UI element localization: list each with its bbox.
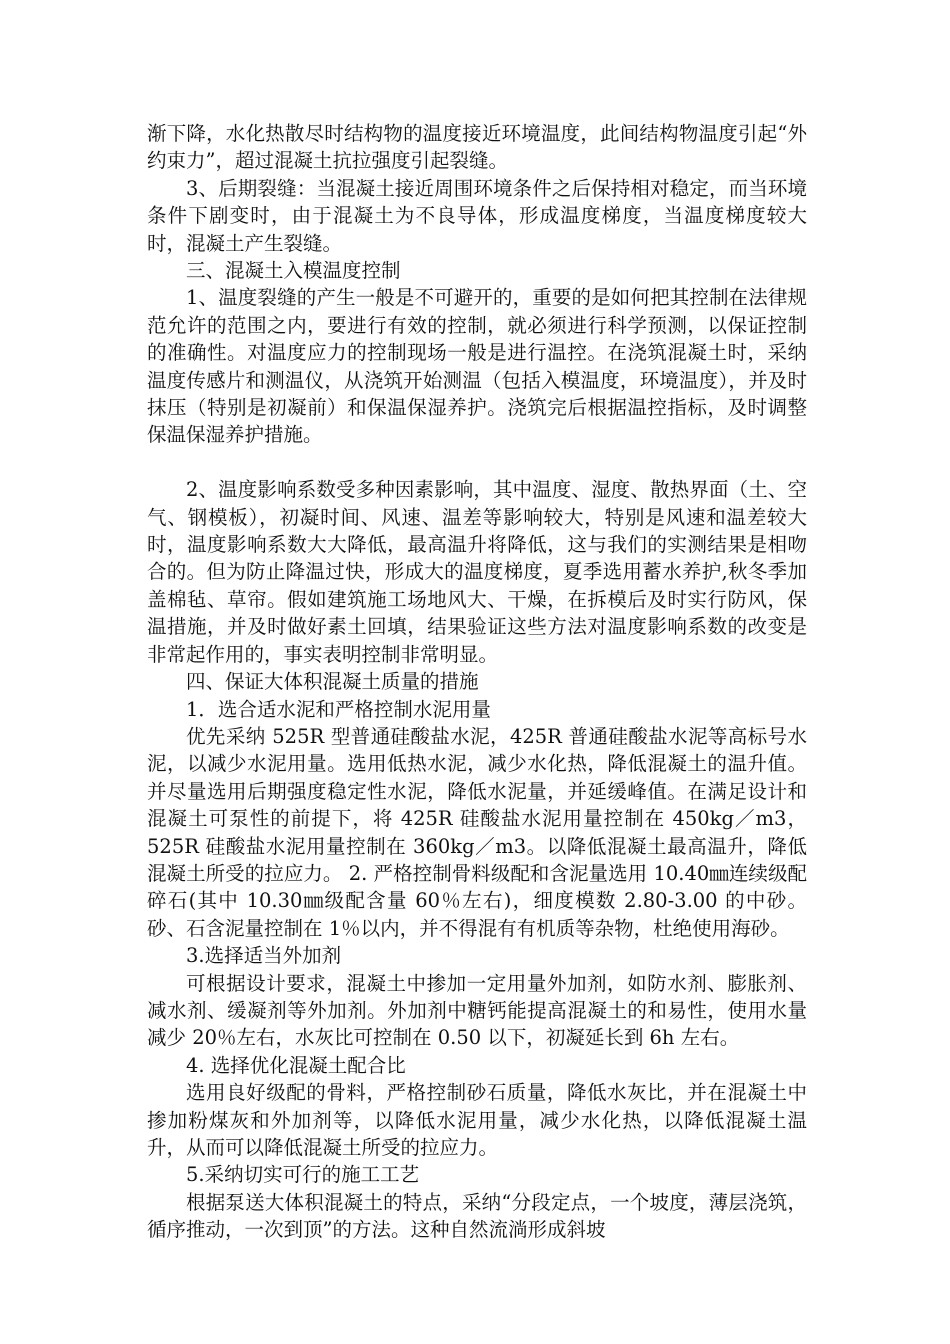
paragraph-late-cracks: 3、后期裂缝：当混凝土接近周围环境条件之后保持相对稳定，而当环境条件下剧变时，由于混凝土为不良导体，形成温度梯度，当温度梯度较大时，混凝土产生裂缝。: [147, 176, 807, 255]
subheading-cement: 1．选合适水泥和严格控制水泥用量: [186, 697, 491, 721]
section-heading-4: 四、保证大体积混凝土质量的措施: [186, 670, 479, 694]
blank-line: [147, 449, 807, 476]
section-heading-3: 三、混凝土入模温度控制: [186, 259, 401, 283]
paragraph-cement: 优先采纳 525R 型普通硅酸盐水泥，425R 普通硅酸盐水泥等高标号水泥，以减少水泥用量。选用低热水泥，减少水化热，降低混凝土的温升值。并尽量选用后期强度稳定性水泥，降低水泥量，并延缓峰值。在满足设计和混凝土可泵性的前提下，将 425R 硅酸盐水泥用量控制在 450kg／m3，525R 硅酸盐水泥用量控制在 360kg／m3。以降低混凝土最高温升，降低混凝土所受的拉应力。 2. 严格控制骨料级配和含泥量选用 10.40㎜连续级配碎石(其中 10.30㎜级配含量 60％左右)，细度模数 2.80-3.00 的中砂。砂、石含泥量控制在 1％以内，并不得混有有机质等杂物，杜绝使用海砂。: [147, 724, 807, 940]
document-body: [147, 120, 807, 1244]
subheading-construction: 5.采纳切实可行的施工工艺: [186, 1163, 420, 1187]
paragraph-influence-coefficient: 2、温度影响系数受多种因素影响，其中温度、湿度、散热界面（土、空气、钢模板），初凝时间、风速、温差等影响较大，特别是风速和温差较大时，温度影响系数大大降低，最高温升将降低，这与我们的实测结果是相吻合的。但为防止降温过快，形成大的温度梯度，夏季选用蓄水养护,秋冬季加盖棉毡、草帘。假如建筑施工场地风大、干燥，在拆模后及时实行防风，保温措施，并及时做好素土回填，结果验证这些方法对温度影响系数的改变是非常起作用的，事实表明控制非常明显。: [147, 478, 807, 666]
subheading-mix-ratio: 4. 选择优化混凝土配合比: [186, 1053, 406, 1077]
paragraph-continued: 渐下降，水化热散尽时结构物的温度接近环境温度，此间结构物温度引起“外约束力”，超过混凝土抗拉强度引起裂缝。: [147, 122, 807, 173]
paragraph-admixture: 可根据设计要求，混凝土中掺加一定用量外加剂，如防水剂、膨胀剂、减水剂、缓凝剂等外加剂。外加剂中糖钙能提高混凝土的和易性，使用水量减少 20％左右，水灰比可控制在 0.50 以下，初凝延长到 6h 左右。: [147, 971, 807, 1050]
paragraph-construction: 根据泵送大体积混凝土的特点，采纳“分段定点，一个坡度，薄层浇筑，循序推动，一次到顶”的方法。这种自然流淌形成斜坡: [147, 1190, 807, 1242]
paragraph-temperature-cracks: 1、温度裂缝的产生一般是不可避开的，重要的是如何把其控制在法律规范允许的范围之内，要进行有效的控制，就必须进行科学预测，以保证控制的准确性。对温度应力的控制现场一般是进行温控。在浇筑混凝土时，采纳温度传感片和测温仪，从浇筑开始测温（包括入模温度，环境温度），并及时抹压（特别是初凝前）和保温保湿养护。浇筑完后根据温控指标，及时调整保温保湿养护措施。: [147, 286, 807, 447]
subheading-admixture: 3.选择适当外加剂: [186, 944, 342, 968]
paragraph-mix-ratio: 选用良好级配的骨料，严格控制砂石质量，降低水灰比，并在混凝土中掺加粉煤灰和外加剂等，以降低水泥用量，减少水化热，以降低混凝土温升，从而可以降低混凝土所受的拉应力。: [147, 1081, 807, 1160]
